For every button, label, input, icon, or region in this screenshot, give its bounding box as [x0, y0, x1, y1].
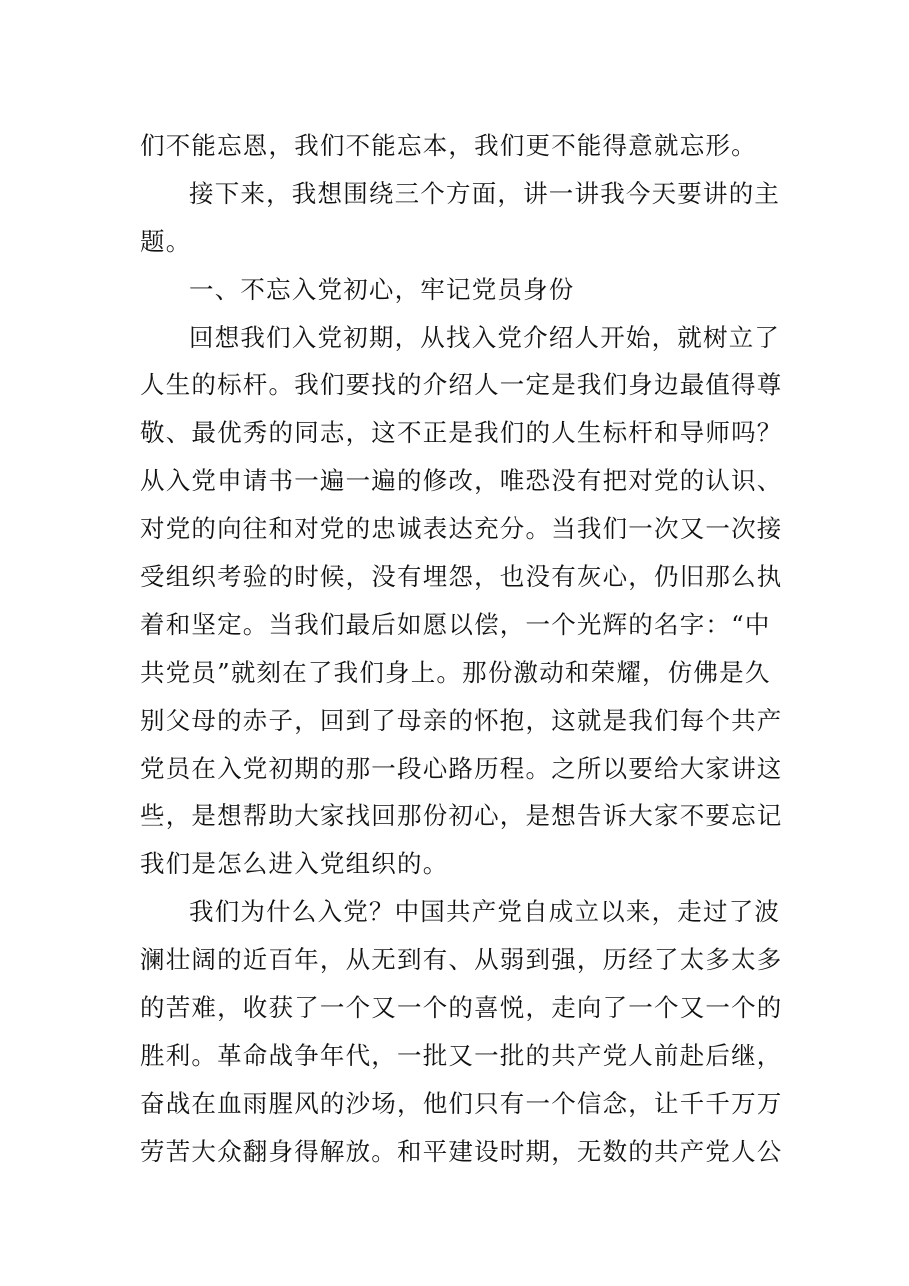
text-line: 对党的向往和对党的忠诚表达充分。当我们一次又一次接 — [140, 514, 783, 544]
paragraph-1 — [140, 122, 780, 170]
section-heading — [140, 266, 780, 314]
document-body — [140, 122, 783, 1176]
text-line: 接下来，我想围绕三个方面，讲一讲我今天要讲的主 — [189, 178, 781, 208]
text-line: 党员在入党初期的那一段心路历程。之所以要给大家讲这 — [140, 753, 783, 783]
text-line: 我们为什么入党？中国共产党自成立以来，走过了波 — [189, 897, 781, 927]
text-line: 回想我们入党初期，从找入党介绍人开始，就树立了 — [189, 322, 781, 352]
text-line: 从入党申请书一遍一遍的修改，唯恐没有把对党的认识、 — [140, 466, 783, 496]
text-line: 们不能忘恩，我们不能忘本，我们更不能得意就忘形。 — [140, 131, 757, 160]
text-line: 胜利。革命战争年代，一批又一批的共产党人前赴后继， — [140, 1040, 783, 1070]
text-line: 着和坚定。当我们最后如愿以偿，一个光辉的名字：“中 — [140, 609, 771, 639]
paragraph-3 — [140, 314, 783, 889]
text-line: 共党员”就刻在了我们身上。那份激动和荣耀，仿佛是久 — [140, 657, 771, 687]
text-line: 敬、最优秀的同志，这不正是我们的人生标杆和导师吗？ — [140, 418, 783, 448]
text-line: 别父母的赤子，回到了母亲的怀抱，这就是我们每个共产 — [140, 705, 783, 735]
text-line: 题。 — [140, 226, 192, 256]
text-line: 受组织考验的时候，没有埋怨，也没有灰心，仍旧那么执 — [140, 562, 783, 592]
text-line: 人生的标杆。我们要找的介绍人一定是我们身边最值得尊 — [140, 370, 783, 400]
heading-line: 一、不忘入党初心，牢记党员身份 — [189, 274, 575, 304]
text-line: 的苦难，收获了一个又一个的喜悦，走向了一个又一个的 — [140, 993, 783, 1023]
text-line: 奋战在血雨腥风的沙场，他们只有一个信念，让千千万万 — [140, 1088, 783, 1118]
text-line: 澜壮阔的近百年，从无到有、从弱到强，历经了太多太多 — [140, 945, 783, 975]
paragraph-2 — [140, 170, 780, 266]
text-line: 劳苦大众翻身得解放。和平建设时期，无数的共产党人公 — [140, 1136, 783, 1166]
text-line: 些，是想帮助大家找回那份初心，是想告诉大家不要忘记 — [140, 801, 783, 831]
text-line: 我们是怎么进入党组织的。 — [140, 849, 449, 879]
paragraph-4 — [140, 888, 783, 1175]
